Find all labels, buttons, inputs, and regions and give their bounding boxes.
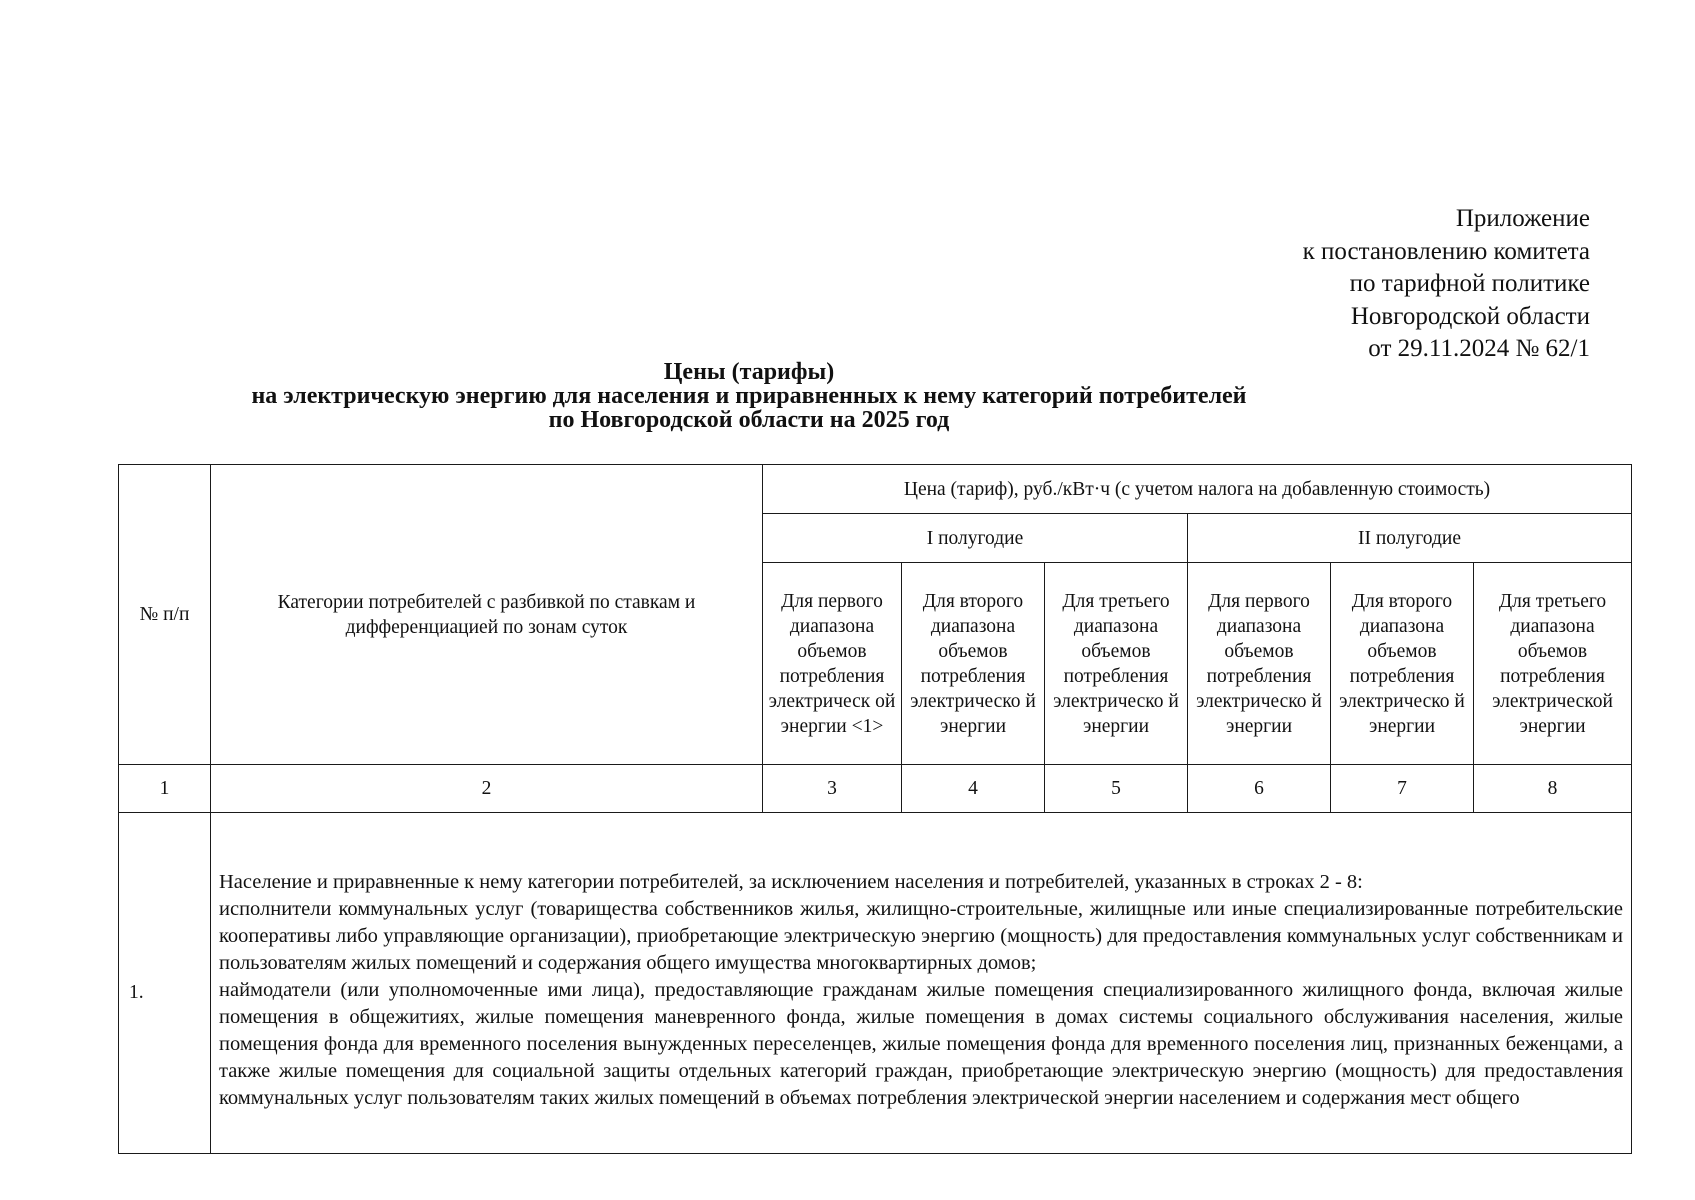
column-number: 1 (119, 765, 211, 813)
category-paragraph: наймодатели (или уполномоченные ими лица), предоставляющие гражданам жилые помещения специализированного жилищного фонда, включая жилые помещения в общежитиях, жилые помещения маневренного фонда, жилые помещения в домах системы социального обслуживания населения, жилые помещения фонда для временного поселения вынужденных переселенцев, жилые помещения фонда для временного поселения лиц, признанных беженцами, а также жилые помещения для социальной защиты отдельных категорий граждан, приобретающие электрическую энергию (мощность) для предоставления коммунальных услуг пользователям таких жилых помещений в объемах потребления электрической энергии населением и содержания мест общего (219, 978, 1623, 1109)
header-range-4: Для первого диапазона объемов потребления электрическо й энергии (1188, 563, 1331, 765)
header-price: Цена (тариф), руб./кВт·ч (с учетом налога на добавленную стоимость) (763, 465, 1632, 514)
table-row (119, 813, 1632, 1154)
tariff-table (118, 464, 1632, 1154)
category-paragraph: Население и приравненные к нему категории потребителей, за исключением населения и потребителей, указанных в строках 2 - 8: (219, 870, 1363, 893)
column-number: 3 (763, 765, 902, 813)
appendix-line: Новгородской области (1350, 302, 1590, 330)
appendix-block (1303, 203, 1590, 366)
header-half-1: I полугодие (763, 514, 1188, 563)
row-number: 1. (119, 813, 211, 1154)
column-number: 4 (902, 765, 1045, 813)
appendix-line: по тарифной политике (1349, 270, 1590, 297)
title-line: по Новгородской области на 2025 год (548, 407, 950, 433)
column-number: 7 (1331, 765, 1474, 813)
column-number: 8 (1474, 765, 1632, 813)
header-range-5: Для второго диапазона объемов потребления электрическо й энергии (1331, 563, 1474, 765)
appendix-line: Приложение (1455, 205, 1590, 232)
category-paragraph: исполнители коммунальных услуг (товарищества собственников жилья, жилищно-строительные, жилищные или иные специализированные потребительские кооперативы либо управляющие организации), приобретающие электрическую энергию (мощность) для предоставления коммунальных услуг собственникам и пользователям жилых помещений и содержания общего имущества многоквартирных домов; (219, 897, 1623, 974)
title-line: Цены (тарифы) (663, 359, 835, 385)
column-number: 2 (211, 765, 763, 813)
category-description (211, 813, 1632, 1154)
appendix-line: к постановлению комитета (1302, 237, 1590, 265)
header-range-6: Для третьего диапазона объемов потребления электрической энергии (1474, 563, 1632, 765)
title-line: на электрическую энергию для населения и приравненных к нему категорий потребителей (251, 383, 1247, 409)
header-range-2: Для второго диапазона объемов потребления электрическо й энергии (902, 563, 1045, 765)
header-half-2: II полугодие (1188, 514, 1632, 563)
document-title (0, 360, 1498, 432)
header-number: № п/п (119, 465, 211, 765)
header-range-3: Для третьего диапазона объемов потребления электрическо й энергии (1045, 563, 1188, 765)
appendix-line: от 29.11.2024 № 62/1 (1368, 335, 1590, 362)
header-range-1: Для первого диапазона объемов потребления электрическ ой энергии <1> (763, 563, 902, 765)
column-number: 5 (1045, 765, 1188, 813)
column-number: 6 (1188, 765, 1331, 813)
header-category: Категории потребителей с разбивкой по ставкам и дифференциацией по зонам суток (211, 465, 763, 765)
